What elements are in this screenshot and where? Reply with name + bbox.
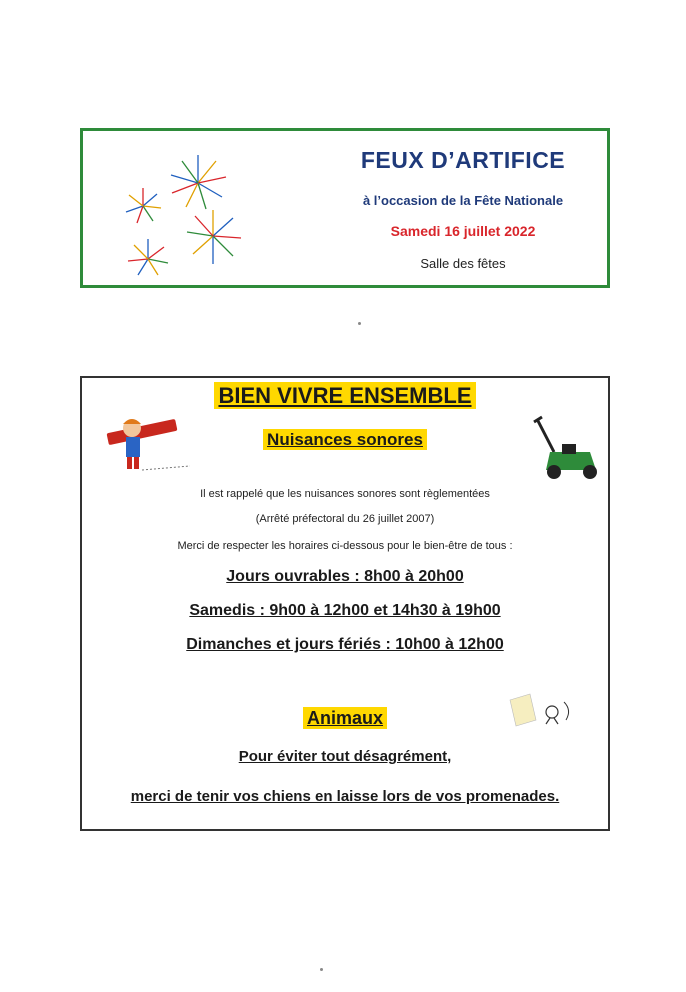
- lawn-mower-icon: [532, 414, 602, 484]
- scan-speck: [358, 322, 361, 325]
- event-subtitle: à l’occasion de la Fête Nationale: [362, 193, 564, 208]
- scan-speck: [320, 968, 323, 971]
- respect-hours-text: Merci de respecter les horaires ci-dessous pour le bien-être de tous :: [177, 540, 513, 552]
- animals-line-2: merci de tenir vos chiens en laisse lors de vos promenades.: [130, 788, 560, 805]
- living-together-box: [80, 376, 610, 831]
- prefectoral-decree-text: (Arrêté préfectoral du 26 juillet 2007): [255, 513, 435, 525]
- fireworks-event-box: [80, 128, 610, 288]
- event-place: Salle des fêtes: [420, 256, 506, 271]
- weekday-hours: Jours ouvrables : 8h00 à 20h00: [226, 568, 464, 585]
- noise-section-title-text: Nuisances sonores: [263, 429, 427, 450]
- fireworks-icon: [113, 151, 263, 281]
- event-date: Samedi 16 juillet 2022: [390, 223, 536, 239]
- animals-line-1: Pour éviter tout désagrément,: [238, 748, 452, 765]
- dog-icon: [502, 690, 582, 740]
- event-title: FEUX D’ARTIFICE: [360, 147, 566, 173]
- noise-regulation-text: Il est rappelé que les nuisances sonores sont règlementées: [200, 488, 490, 500]
- worker-with-plank-icon: [102, 408, 192, 478]
- sunday-holiday-hours: Dimanches et jours fériés : 10h00 à 12h00: [186, 636, 504, 653]
- notice-title: [82, 383, 608, 409]
- saturday-hours: Samedis : 9h00 à 12h00 et 14h30 à 19h00: [189, 602, 501, 619]
- animals-section-title-text: Animaux: [303, 707, 387, 729]
- notice-title-text: BIEN VIVRE ENSEMBLE: [214, 382, 475, 409]
